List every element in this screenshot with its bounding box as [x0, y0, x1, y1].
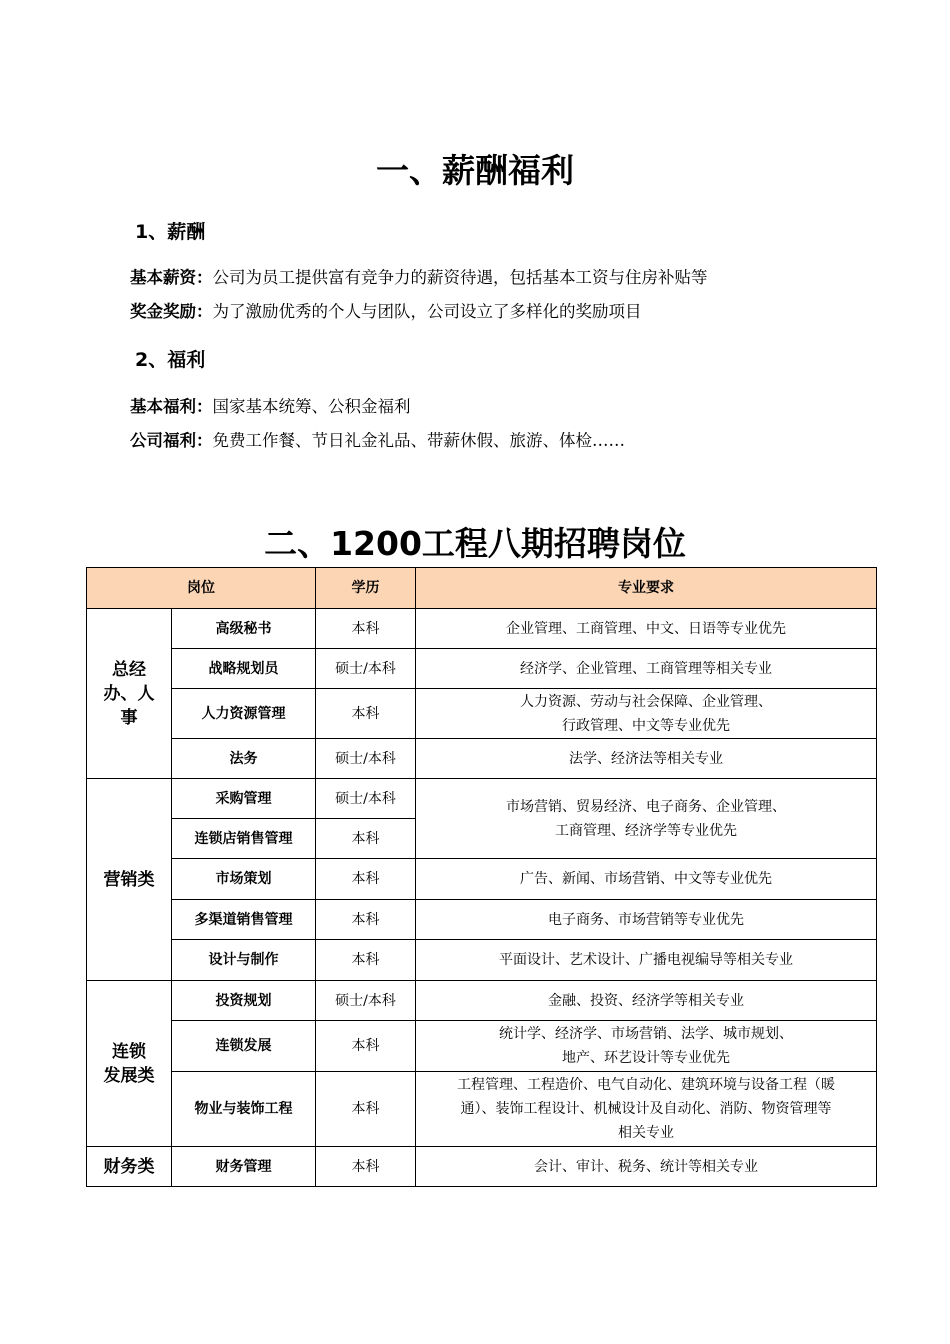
paragraph-basic-welfare [130, 393, 411, 417]
table-row [87, 1021, 877, 1072]
education-cell: 本科 [316, 1021, 416, 1072]
position-cell: 多渠道销售管理 [172, 900, 316, 940]
education-cell: 硕士/本科 [316, 649, 416, 689]
education-cell: 硕士/本科 [316, 779, 416, 819]
table-row [87, 689, 877, 739]
header-position: 岗位 [87, 568, 316, 609]
category-line: 发展类 [103, 1065, 155, 1086]
requirement-line: 相关专业 [618, 1125, 674, 1141]
position-cell: 高级秘书 [172, 609, 316, 649]
position-cell: 市场策划 [172, 859, 316, 900]
table-row [87, 779, 877, 819]
requirement-line: 通）、装饰工程设计、机械设计及自动化、消防、物资管理等 [460, 1101, 832, 1117]
education-cell: 硕士/本科 [316, 739, 416, 779]
education-cell: 本科 [316, 819, 416, 859]
position-cell: 采购管理 [172, 779, 316, 819]
position-cell: 财务管理 [172, 1147, 316, 1187]
section1-title: 一、薪酬福利 [376, 151, 574, 190]
table-header-row [87, 568, 877, 609]
education-cell: 本科 [316, 900, 416, 940]
category-line: 连锁 [112, 1041, 146, 1062]
requirement-cell [416, 1021, 877, 1072]
requirement-line: 工商管理、经济学等专业优先 [555, 822, 737, 839]
education-cell: 本科 [316, 689, 416, 739]
header-requirement: 专业要求 [416, 568, 877, 609]
requirement-line: 行政管理、中文等专业优先 [562, 717, 730, 734]
bonus-label: 奖金奖励： [130, 302, 213, 321]
position-cell: 物业与装饰工程 [172, 1072, 316, 1147]
subheading-salary: 1、薪酬 [135, 221, 206, 243]
category-cell [87, 609, 172, 779]
category-cell [87, 981, 172, 1147]
requirement-cell [416, 689, 877, 739]
requirement-cell [416, 1072, 877, 1147]
requirement-cell: 电子商务、市场营销等专业优先 [416, 900, 877, 940]
header-education: 学历 [316, 568, 416, 609]
education-cell: 本科 [316, 940, 416, 981]
base-salary-text: 公司为员工提供富有竞争力的薪资待遇，包括基本工资与住房补贴等 [212, 268, 708, 287]
table-row [87, 1072, 877, 1147]
requirement-cell: 企业管理、工商管理、中文、日语等专业优先 [416, 609, 877, 649]
company-welfare-text: 免费工作餐、节日礼金礼品、带薪休假、旅游、体检…… [212, 431, 625, 450]
paragraph-bonus [130, 298, 642, 322]
category-line: 总经 [112, 659, 146, 680]
table-row [87, 739, 877, 779]
education-cell: 硕士/本科 [316, 981, 416, 1021]
position-cell: 法务 [172, 739, 316, 779]
position-cell: 投资规划 [172, 981, 316, 1021]
paragraph-base-salary [130, 264, 708, 288]
requirement-line: 市场营销、贸易经济、电子商务、企业管理、 [506, 798, 786, 815]
basic-welfare-label: 基本福利： [130, 397, 213, 416]
section2-title: 二、1200工程八期招聘岗位 [264, 524, 686, 563]
basic-welfare-text: 国家基本统筹、公积金福利 [212, 397, 411, 416]
company-welfare-label: 公司福利： [130, 431, 213, 450]
table-row [87, 900, 877, 940]
table-row [87, 981, 877, 1021]
base-salary-label: 基本薪资： [130, 268, 213, 287]
position-cell: 设计与制作 [172, 940, 316, 981]
table-row [87, 649, 877, 689]
bonus-text: 为了激励优秀的个人与团队，公司设立了多样化的奖励项目 [212, 302, 642, 321]
category-line: 事 [120, 707, 138, 728]
table-row [87, 609, 877, 649]
requirement-cell: 广告、新闻、市场营销、中文等专业优先 [416, 859, 877, 900]
requirement-cell: 金融、投资、经济学等相关专业 [416, 981, 877, 1021]
requirement-line: 人力资源、劳动与社会保障、企业管理、 [520, 693, 772, 710]
education-cell: 本科 [316, 609, 416, 649]
table-row [87, 859, 877, 900]
category-cell: 营销类 [87, 779, 172, 981]
requirement-cell: 法学、经济法等相关专业 [416, 739, 877, 779]
subheading-welfare: 2、福利 [135, 349, 206, 371]
table-row [87, 1147, 877, 1187]
position-cell: 战略规划员 [172, 649, 316, 689]
category-cell: 财务类 [87, 1147, 172, 1187]
position-cell: 人力资源管理 [172, 689, 316, 739]
position-cell: 连锁发展 [172, 1021, 316, 1072]
education-cell: 本科 [316, 859, 416, 900]
recruitment-table [86, 567, 877, 1187]
education-cell: 本科 [316, 1072, 416, 1147]
requirement-cell: 会计、审计、税务、统计等相关专业 [416, 1147, 877, 1187]
education-cell: 本科 [316, 1147, 416, 1187]
requirement-line: 地产、环艺设计等专业优先 [562, 1050, 730, 1066]
category-line: 办、人 [103, 683, 155, 704]
requirement-line: 统计学、经济学、市场营销、法学、城市规划、 [499, 1026, 793, 1042]
position-cell: 连锁店销售管理 [172, 819, 316, 859]
paragraph-company-welfare [130, 427, 625, 451]
table-row [87, 940, 877, 981]
requirement-cell: 经济学、企业管理、工商管理等相关专业 [416, 649, 877, 689]
requirement-cell [416, 779, 877, 859]
requirement-cell: 平面设计、艺术设计、广播电视编导等相关专业 [416, 940, 877, 981]
requirement-line: 工程管理、工程造价、电气自动化、建筑环境与设备工程（暖 [457, 1077, 835, 1093]
